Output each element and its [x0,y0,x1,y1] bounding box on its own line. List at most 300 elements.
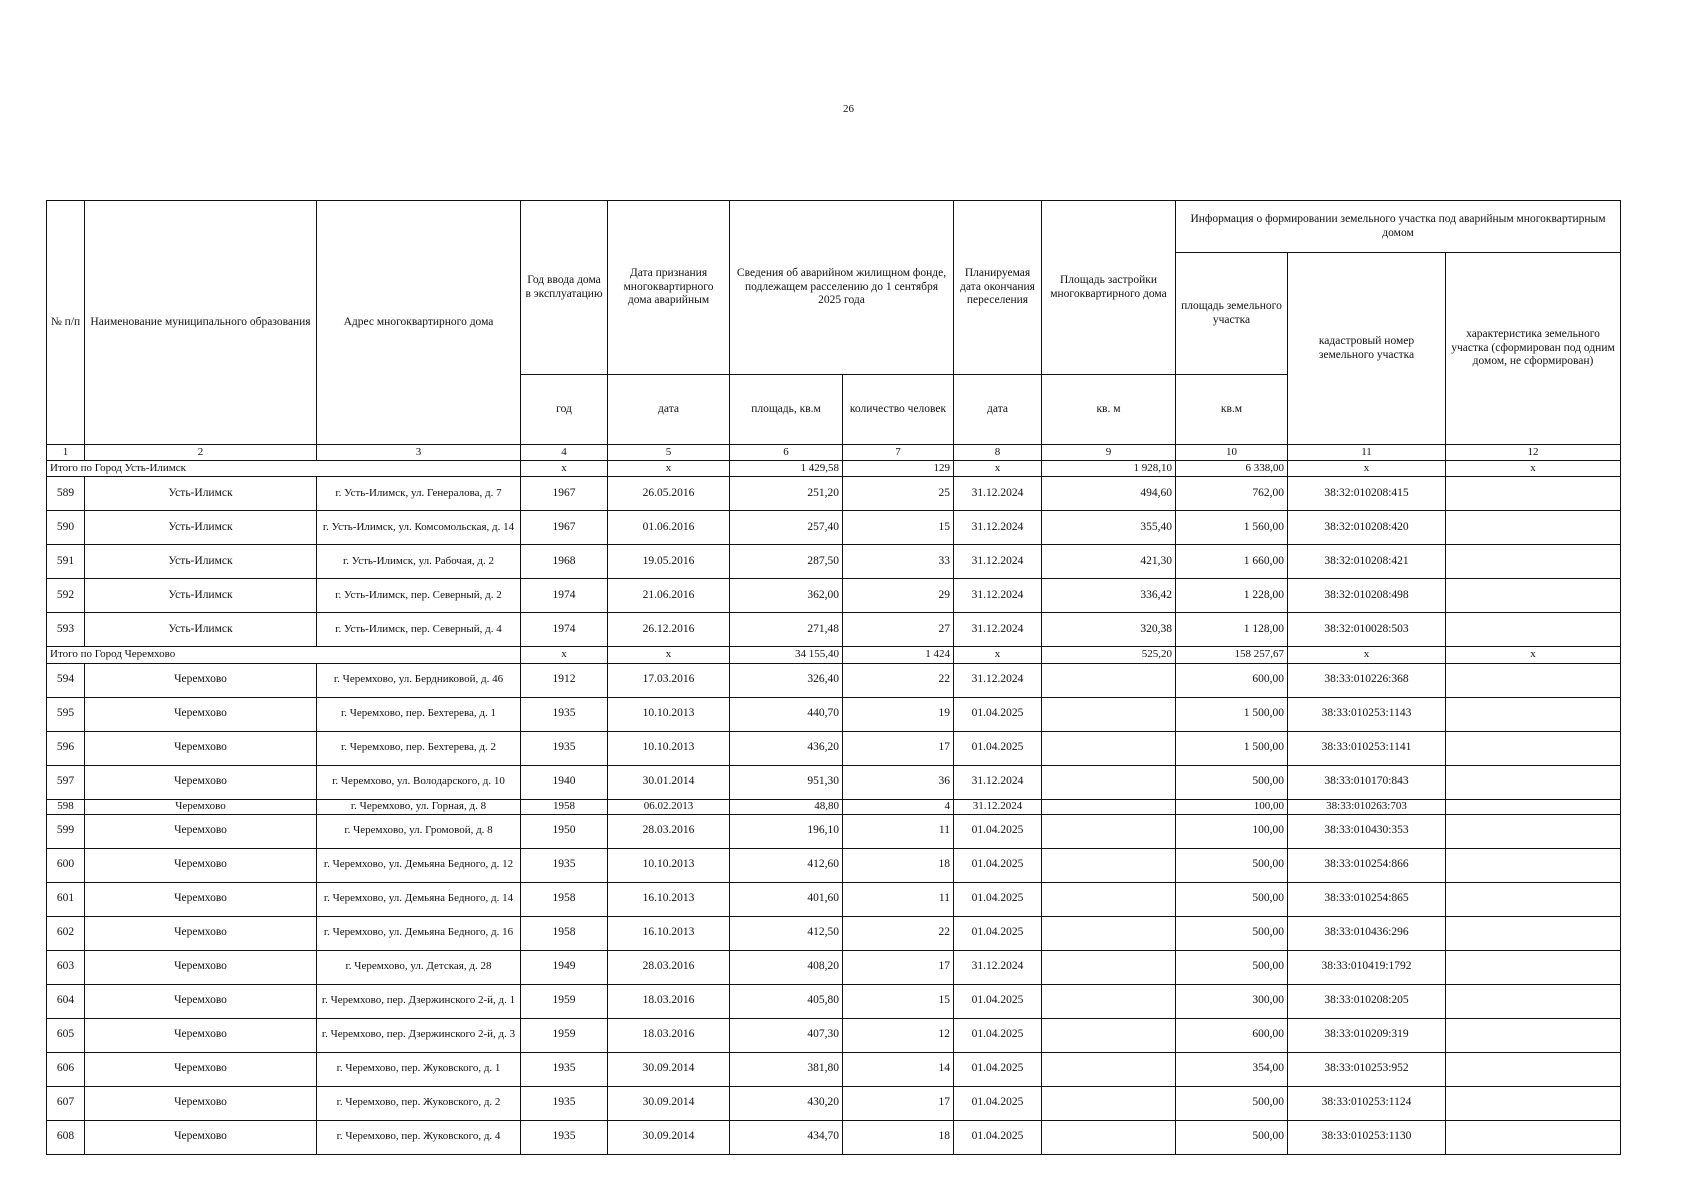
total-year: x [521,647,608,663]
row-date: 17.03.2016 [608,663,730,697]
row-address: г. Черемхово, пер. Жуковского, д. 4 [317,1120,521,1154]
row-cadastral: 38:33:010254:866 [1288,848,1446,882]
row-area: 408,20 [730,950,843,984]
row-municipality: Усть-Илимск [85,545,317,579]
table-row [47,1052,1621,1086]
row-land: 500,00 [1176,1120,1288,1154]
row-num: 591 [47,545,85,579]
row-date: 19.05.2016 [608,545,730,579]
row-built [1042,950,1176,984]
row-people: 29 [843,579,954,613]
column-number: 11 [1288,445,1446,461]
row-date: 01.06.2016 [608,511,730,545]
row-area: 430,20 [730,1086,843,1120]
row-land: 1 660,00 [1176,545,1288,579]
table-row [47,511,1621,545]
row-num: 605 [47,1018,85,1052]
row-year: 1935 [521,697,608,731]
row-char [1446,545,1621,579]
table-row [47,814,1621,848]
row-cadastral: 38:32:010028:503 [1288,613,1446,647]
row-date: 26.12.2016 [608,613,730,647]
total-row [47,461,1621,477]
row-address: г. Черемхово, ул. Демьяна Бедного, д. 14 [317,882,521,916]
row-date: 16.10.2013 [608,916,730,950]
row-built [1042,663,1176,697]
row-people: 22 [843,663,954,697]
total-planned: x [954,647,1042,663]
row-num: 590 [47,511,85,545]
table-body [47,445,1621,1155]
table-row [47,663,1621,697]
row-cadastral: 38:33:010253:952 [1288,1052,1446,1086]
row-planned: 01.04.2025 [954,1052,1042,1086]
row-year: 1958 [521,799,608,814]
row-cadastral: 38:32:010208:415 [1288,477,1446,511]
row-date: 30.09.2014 [608,1052,730,1086]
total-built: 525,20 [1042,647,1176,663]
row-planned: 31.12.2024 [954,765,1042,799]
row-built [1042,916,1176,950]
row-address: г. Черемхово, пер. Дзержинского 2-й, д. 3 [317,1018,521,1052]
header-land-group: Информация о формировании земельного участка под аварийным многоквартирным домом [1176,201,1621,253]
row-land: 300,00 [1176,984,1288,1018]
total-row [47,647,1621,663]
row-year: 1935 [521,1086,608,1120]
total-char: x [1446,461,1621,477]
row-cadastral: 38:33:010253:1124 [1288,1086,1446,1120]
table-row [47,1120,1621,1154]
row-planned: 01.04.2025 [954,916,1042,950]
row-num: 589 [47,477,85,511]
row-year: 1967 [521,477,608,511]
row-date: 16.10.2013 [608,882,730,916]
row-cadastral: 38:33:010253:1130 [1288,1120,1446,1154]
row-people: 33 [843,545,954,579]
row-area: 407,30 [730,1018,843,1052]
row-planned: 31.12.2024 [954,663,1042,697]
row-people: 17 [843,950,954,984]
table-row [47,545,1621,579]
row-num: 607 [47,1086,85,1120]
table-row [47,765,1621,799]
row-people: 11 [843,814,954,848]
row-planned: 01.04.2025 [954,848,1042,882]
row-year: 1950 [521,814,608,848]
row-address: г. Усть-Илимск, пер. Северный, д. 4 [317,613,521,647]
row-area: 271,48 [730,613,843,647]
row-address: г. Усть-Илимск, пер. Северный, д. 2 [317,579,521,613]
row-cadastral: 38:33:010254:865 [1288,882,1446,916]
column-number: 7 [843,445,954,461]
row-num: 604 [47,984,85,1018]
row-char [1446,697,1621,731]
row-planned: 01.04.2025 [954,984,1042,1018]
row-num: 608 [47,1120,85,1154]
row-built [1042,1120,1176,1154]
row-land: 1 500,00 [1176,731,1288,765]
column-number: 2 [85,445,317,461]
header-unit-sqm2: кв.м [1176,375,1288,445]
row-built [1042,1086,1176,1120]
row-municipality: Черемхово [85,1086,317,1120]
row-address: г. Черемхово, пер. Дзержинского 2-й, д. 1 [317,984,521,1018]
header-unit-date: дата [608,375,730,445]
row-land: 1 228,00 [1176,579,1288,613]
header-unit-year: год [521,375,608,445]
row-people: 25 [843,477,954,511]
row-char [1446,1086,1621,1120]
row-built [1042,1052,1176,1086]
row-planned: 31.12.2024 [954,799,1042,814]
row-people: 11 [843,882,954,916]
row-area: 362,00 [730,579,843,613]
row-cadastral: 38:33:010209:319 [1288,1018,1446,1052]
row-built [1042,882,1176,916]
column-number-row [47,445,1621,461]
column-number: 4 [521,445,608,461]
row-num: 602 [47,916,85,950]
row-char [1446,511,1621,545]
row-char [1446,799,1621,814]
row-people: 36 [843,765,954,799]
row-date: 30.09.2014 [608,1086,730,1120]
row-land: 500,00 [1176,882,1288,916]
row-area: 412,50 [730,916,843,950]
row-year: 1949 [521,950,608,984]
total-land: 158 257,67 [1176,647,1288,663]
header-land-area: площадь земельного участка [1176,253,1288,375]
column-number: 5 [608,445,730,461]
row-municipality: Черемхово [85,984,317,1018]
row-municipality: Черемхово [85,950,317,984]
row-municipality: Черемхово [85,765,317,799]
row-planned: 31.12.2024 [954,613,1042,647]
row-area: 440,70 [730,697,843,731]
row-people: 17 [843,1086,954,1120]
row-date: 10.10.2013 [608,731,730,765]
row-land: 100,00 [1176,814,1288,848]
row-num: 592 [47,579,85,613]
table-row [47,984,1621,1018]
total-label: Итого по Город Черемхово [47,647,521,663]
header-land-char: характеристика земельного участка (сформирован под одним домом, не сформирован) [1446,253,1621,445]
total-area: 1 429,58 [730,461,843,477]
table-row [47,579,1621,613]
table-row [47,848,1621,882]
total-area: 34 155,40 [730,647,843,663]
row-cadastral: 38:33:010208:205 [1288,984,1446,1018]
row-address: г. Черемхово, ул. Горная, д. 8 [317,799,521,814]
header-year: Год ввода дома в эксплуатацию [521,201,608,375]
row-municipality: Черемхово [85,697,317,731]
row-built [1042,697,1176,731]
row-year: 1935 [521,1120,608,1154]
row-land: 500,00 [1176,765,1288,799]
row-land: 600,00 [1176,663,1288,697]
row-char [1446,1018,1621,1052]
page-number: 26 [843,103,854,115]
row-municipality: Усть-Илимск [85,613,317,647]
row-land: 500,00 [1176,950,1288,984]
row-year: 1935 [521,848,608,882]
row-land: 1 500,00 [1176,697,1288,731]
total-built: 1 928,10 [1042,461,1176,477]
row-year: 1940 [521,765,608,799]
row-municipality: Черемхово [85,814,317,848]
row-year: 1912 [521,663,608,697]
row-area: 401,60 [730,882,843,916]
row-cadastral: 38:33:010170:843 [1288,765,1446,799]
row-municipality: Усть-Илимск [85,511,317,545]
row-year: 1958 [521,882,608,916]
row-date: 30.01.2014 [608,765,730,799]
row-char [1446,950,1621,984]
row-char [1446,731,1621,765]
total-cadastral: x [1288,461,1446,477]
total-date: x [608,461,730,477]
row-people: 4 [843,799,954,814]
total-year: x [521,461,608,477]
total-people: 129 [843,461,954,477]
row-built: 320,38 [1042,613,1176,647]
row-char [1446,477,1621,511]
row-land: 500,00 [1176,916,1288,950]
row-built: 421,30 [1042,545,1176,579]
row-num: 593 [47,613,85,647]
row-planned: 01.04.2025 [954,814,1042,848]
table-row [47,799,1621,814]
header-municipality: Наименование муниципального образования [85,201,317,445]
row-people: 22 [843,916,954,950]
row-cadastral: 38:33:010430:353 [1288,814,1446,848]
row-date: 06.02.2013 [608,799,730,814]
row-municipality: Черемхово [85,882,317,916]
row-year: 1968 [521,545,608,579]
row-address: г. Черемхово, ул. Бердниковой, д. 46 [317,663,521,697]
row-people: 14 [843,1052,954,1086]
row-built [1042,765,1176,799]
column-number: 12 [1446,445,1621,461]
row-cadastral: 38:33:010226:368 [1288,663,1446,697]
row-num: 601 [47,882,85,916]
row-num: 603 [47,950,85,984]
total-land: 6 338,00 [1176,461,1288,477]
row-date: 28.03.2016 [608,814,730,848]
row-area: 412,60 [730,848,843,882]
row-area: 257,40 [730,511,843,545]
row-num: 600 [47,848,85,882]
row-area: 381,80 [730,1052,843,1086]
row-municipality: Черемхово [85,799,317,814]
row-year: 1959 [521,1018,608,1052]
column-number: 3 [317,445,521,461]
row-address: г. Усть-Илимск, ул. Комсомольская, д. 14 [317,511,521,545]
row-municipality: Черемхово [85,1120,317,1154]
row-land: 600,00 [1176,1018,1288,1052]
row-date: 26.05.2016 [608,477,730,511]
row-address: г. Черемхово, пер. Бехтерева, д. 1 [317,697,521,731]
header-unit-area: площадь, кв.м [730,375,843,445]
row-people: 19 [843,697,954,731]
row-address: г. Черемхово, пер. Жуковского, д. 2 [317,1086,521,1120]
table-row [47,697,1621,731]
row-cadastral: 38:33:010253:1141 [1288,731,1446,765]
row-area: 434,70 [730,1120,843,1154]
row-address: г. Черемхово, ул. Демьяна Бедного, д. 12 [317,848,521,882]
row-char [1446,1052,1621,1086]
row-planned: 01.04.2025 [954,1120,1042,1154]
row-planned: 31.12.2024 [954,511,1042,545]
row-char [1446,916,1621,950]
row-land: 1 128,00 [1176,613,1288,647]
row-built [1042,1018,1176,1052]
row-municipality: Черемхово [85,1018,317,1052]
row-planned: 31.12.2024 [954,477,1042,511]
row-address: г. Черемхово, ул. Демьяна Бедного, д. 16 [317,916,521,950]
row-num: 595 [47,697,85,731]
row-built: 336,42 [1042,579,1176,613]
row-address: г. Черемхово, ул. Детская, д. 28 [317,950,521,984]
row-char [1446,765,1621,799]
table-row [47,477,1621,511]
row-people: 12 [843,1018,954,1052]
row-address: г. Усть-Илимск, ул. Генералова, д. 7 [317,477,521,511]
column-number: 8 [954,445,1042,461]
row-area: 196,10 [730,814,843,848]
row-area: 951,30 [730,765,843,799]
row-land: 100,00 [1176,799,1288,814]
row-year: 1958 [521,916,608,950]
row-people: 27 [843,613,954,647]
row-year: 1959 [521,984,608,1018]
row-planned: 31.12.2024 [954,950,1042,984]
header-unit-date2: дата [954,375,1042,445]
row-num: 599 [47,814,85,848]
header-recognition-date: Дата признания многоквартирного дома аварийным [608,201,730,375]
row-char [1446,882,1621,916]
row-planned: 01.04.2025 [954,697,1042,731]
row-planned: 01.04.2025 [954,1086,1042,1120]
row-planned: 01.04.2025 [954,731,1042,765]
total-planned: x [954,461,1042,477]
row-built: 494,60 [1042,477,1176,511]
row-num: 596 [47,731,85,765]
row-cadastral: 38:32:010208:498 [1288,579,1446,613]
row-cadastral: 38:32:010208:420 [1288,511,1446,545]
row-char [1446,848,1621,882]
row-people: 18 [843,1120,954,1154]
header-built-area: Площадь застройки многоквартирного дома [1042,201,1176,375]
row-area: 251,20 [730,477,843,511]
row-planned: 01.04.2025 [954,1018,1042,1052]
table-row [47,1086,1621,1120]
total-char: x [1446,647,1621,663]
row-land: 354,00 [1176,1052,1288,1086]
row-built: 355,40 [1042,511,1176,545]
row-people: 17 [843,731,954,765]
column-number: 9 [1042,445,1176,461]
row-date: 30.09.2014 [608,1120,730,1154]
column-number: 10 [1176,445,1288,461]
row-cadastral: 38:33:010436:296 [1288,916,1446,950]
row-municipality: Черемхово [85,663,317,697]
row-people: 15 [843,984,954,1018]
table-row [47,950,1621,984]
total-cadastral: x [1288,647,1446,663]
total-label: Итого по Город Усть-Илимск [47,461,521,477]
row-municipality: Черемхово [85,848,317,882]
row-land: 762,00 [1176,477,1288,511]
row-area: 287,50 [730,545,843,579]
row-municipality: Черемхово [85,1052,317,1086]
row-num: 606 [47,1052,85,1086]
table-header [47,201,1621,445]
row-char [1446,663,1621,697]
row-planned: 31.12.2024 [954,545,1042,579]
row-land: 500,00 [1176,848,1288,882]
row-num: 597 [47,765,85,799]
row-date: 18.03.2016 [608,1018,730,1052]
row-char [1446,814,1621,848]
header-num: № п/п [47,201,85,445]
row-year: 1935 [521,1052,608,1086]
row-char [1446,579,1621,613]
row-cadastral: 38:33:010253:1143 [1288,697,1446,731]
row-land: 1 560,00 [1176,511,1288,545]
row-address: г. Черемхово, ул. Володарского, д. 10 [317,765,521,799]
row-address: г. Усть-Илимск, ул. Рабочая, д. 2 [317,545,521,579]
row-planned: 01.04.2025 [954,882,1042,916]
row-planned: 31.12.2024 [954,579,1042,613]
row-area: 436,20 [730,731,843,765]
header-cadastral: кадастровый номер земельного участка [1288,253,1446,445]
row-built [1042,984,1176,1018]
column-number: 6 [730,445,843,461]
row-date: 28.03.2016 [608,950,730,984]
row-year: 1974 [521,613,608,647]
row-municipality: Черемхово [85,916,317,950]
row-municipality: Усть-Илимск [85,477,317,511]
row-year: 1935 [521,731,608,765]
column-number: 1 [47,445,85,461]
row-date: 21.06.2016 [608,579,730,613]
row-land: 500,00 [1176,1086,1288,1120]
table-row [47,1018,1621,1052]
row-cadastral: 38:32:010208:421 [1288,545,1446,579]
row-built [1042,848,1176,882]
table-row [47,613,1621,647]
header-info-group: Сведения об аварийном жилищном фонде, подлежащем расселению до 1 сентября 2025 года [730,201,954,375]
row-year: 1967 [521,511,608,545]
row-municipality: Усть-Илимск [85,579,317,613]
row-people: 15 [843,511,954,545]
row-year: 1974 [521,579,608,613]
total-date: x [608,647,730,663]
row-num: 594 [47,663,85,697]
row-date: 10.10.2013 [608,697,730,731]
row-num: 598 [47,799,85,814]
row-area: 48,80 [730,799,843,814]
row-area: 405,80 [730,984,843,1018]
row-date: 18.03.2016 [608,984,730,1018]
row-char [1446,984,1621,1018]
table-row [47,916,1621,950]
header-unit-people: количество человек [843,375,954,445]
row-char [1446,613,1621,647]
row-address: г. Черемхово, пер. Бехтерева, д. 2 [317,731,521,765]
header-unit-sqm: кв. м [1042,375,1176,445]
